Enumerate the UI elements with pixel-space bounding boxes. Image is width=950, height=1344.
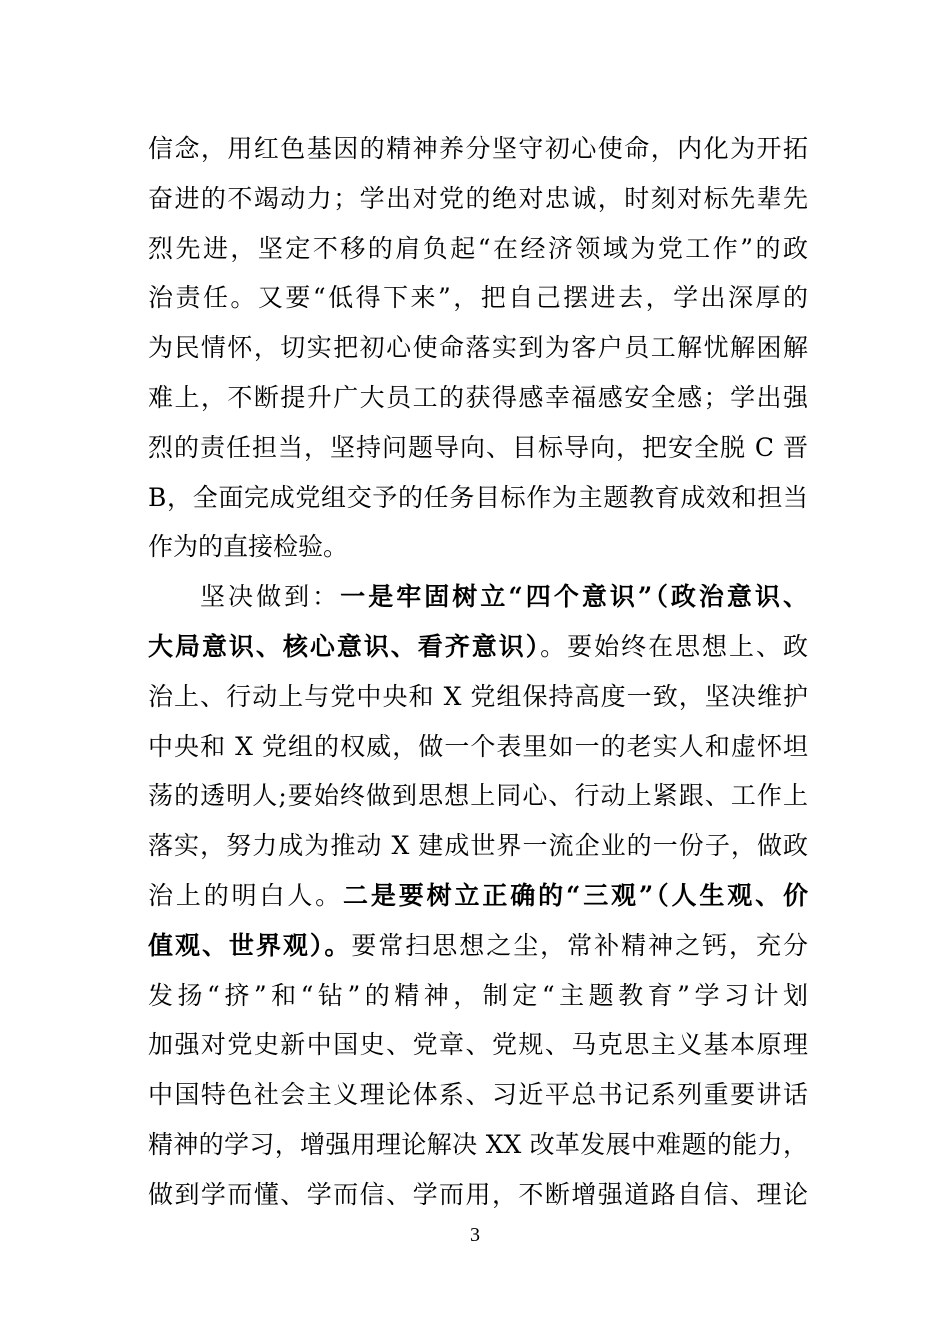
text-run: 奋进的不竭动力；学出对党的绝对忠诚，时刻对标先辈先	[148, 183, 808, 213]
text-line-8	[148, 473, 808, 523]
text-run: B，全面完成党组交予的任务目标作为主题教育成效和担当	[148, 482, 808, 512]
text-run: 精神的学习，增强用理论解决 XX 改革发展中难题的能力，	[148, 1129, 808, 1159]
text-run: 发扬“挤”和“钻”的精神，制定“主题教育”学习计划	[148, 980, 808, 1010]
text-line-10	[148, 572, 808, 622]
text-line-14	[148, 771, 808, 821]
text-line-12	[148, 672, 808, 722]
text-run: 烈先进，坚定不移的肩负起“在经济领域为党工作”的政	[148, 233, 808, 263]
text-run: 治上、行动上与党中央和 X 党组保持高度一致，坚决维护	[148, 681, 808, 711]
text-line-7	[148, 423, 808, 473]
text-line-6	[148, 373, 808, 423]
text-run: 烈的责任担当，坚持问题导向、目标导向，把安全脱 C 晋	[148, 432, 808, 462]
text-run: 坚决做到：	[200, 582, 341, 612]
text-run: 荡的透明人;要始终做到思想上同心、行动上紧跟、工作上	[148, 781, 808, 811]
text-run: 信念，用红色基因的精神养分坚守初心使命，内化为开拓	[148, 134, 808, 163]
body-text	[148, 124, 808, 1220]
text-line-22	[148, 1170, 808, 1220]
page-number: 3	[470, 1224, 480, 1246]
bold-text-run: 值观、世界观）。	[148, 930, 352, 960]
bold-text-run: 大局意识、核心意识、看齐意识）	[148, 631, 541, 661]
text-line-20	[148, 1070, 808, 1120]
text-line-5	[148, 323, 808, 373]
text-run: 治责任。又要“低得下来”，把自己摆进去，学出深厚的	[148, 283, 808, 313]
text-run: 。要始终在思想上、政	[540, 631, 808, 661]
text-run: 加强对党史新中国史、党章、党规、马克思主义基本原理	[148, 1030, 808, 1060]
bold-text-run: 二是要树立正确的“三观”（人生观、价	[343, 880, 808, 910]
text-line-1	[148, 124, 808, 174]
text-run: 中央和 X 党组的权威，做一个表里如一的老实人和虚怀坦	[148, 731, 808, 761]
text-line-3	[148, 224, 808, 274]
text-line-19	[148, 1020, 808, 1070]
text-run: 作为的直接检验。	[148, 532, 349, 562]
bold-text-run: 一是牢固树立“四个意识”（政治意识、	[340, 582, 808, 612]
text-line-11	[148, 622, 808, 672]
text-run: 难上，不断提升广大员工的获得感幸福感安全感；学出强	[148, 382, 808, 412]
text-line-4	[148, 273, 808, 323]
text-run: 为民情怀，切实把初心使命落实到为客户员工解忧解困解	[148, 333, 808, 363]
text-line-13	[148, 722, 808, 772]
text-line-18	[148, 971, 808, 1021]
text-run: 做到学而懂、学而信、学而用，不断增强道路自信、理论	[148, 1179, 808, 1209]
text-run: 要常扫思想之尘，常补精神之钙，充分	[351, 930, 808, 960]
text-line-21	[148, 1120, 808, 1170]
text-line-2	[148, 174, 808, 224]
text-line-16	[148, 871, 808, 921]
text-line-9	[148, 522, 808, 572]
text-run: 中国特色社会主义理论体系、习近平总书记系列重要讲话	[148, 1080, 808, 1110]
text-line-15	[148, 821, 808, 871]
text-line-17	[148, 921, 808, 971]
text-run: 治上的明白人。	[148, 880, 344, 910]
text-run: 落实，努力成为推动 X 建成世界一流企业的一份子，做政	[148, 831, 808, 861]
